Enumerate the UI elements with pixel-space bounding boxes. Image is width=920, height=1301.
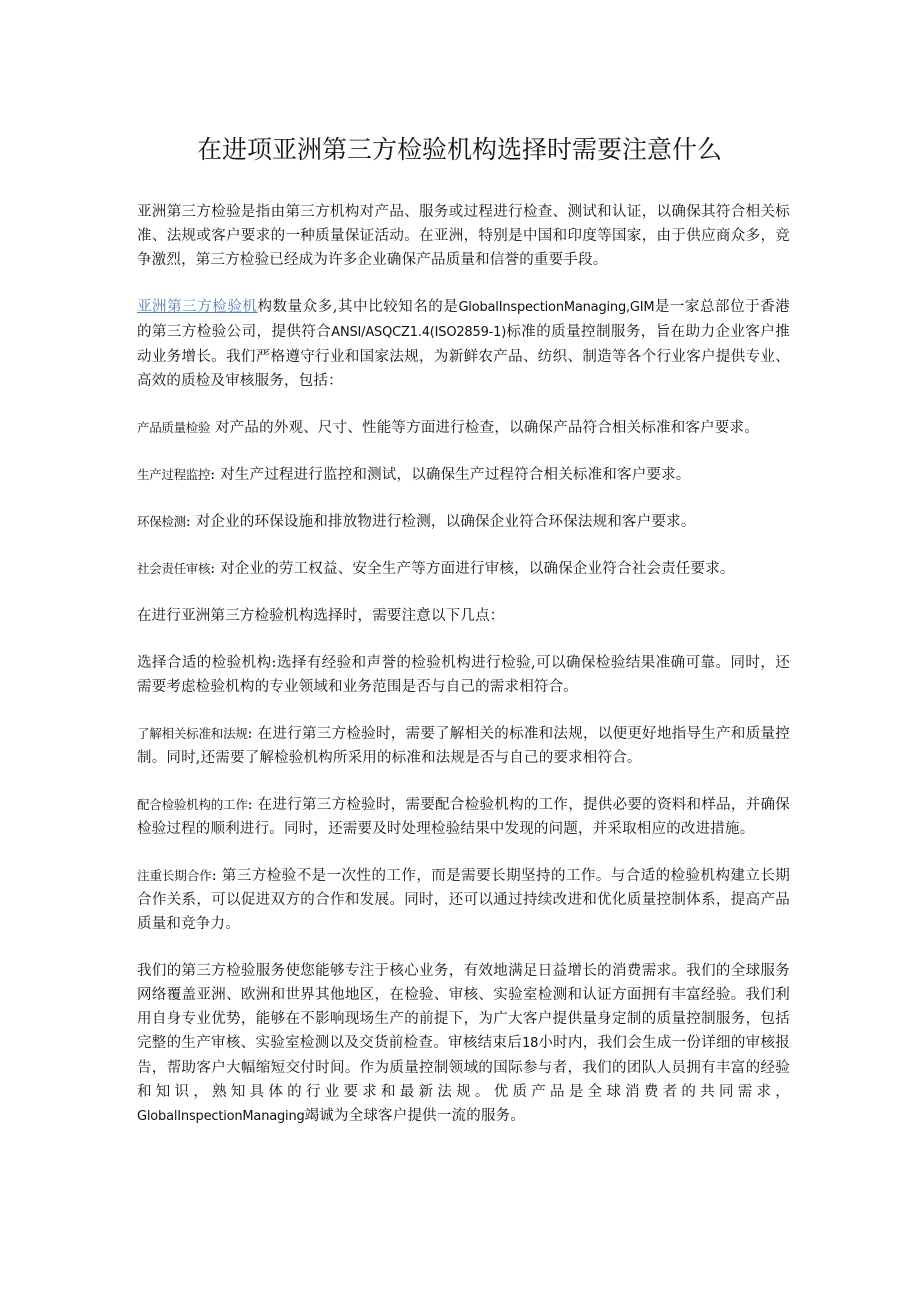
point-item: 注重长期合作: 第三方检验不是一次性的工作，而是需要长期坚持的工作。与合适的检验机构建立长期合作关系，可以促进双方的合作和发展。同时，还可以通过持续改进和优化质量控制体系，提高产品质量和竞争力。: [137, 868, 790, 932]
service-item: 生产过程监控: 对生产过程进行监控和测试，以确保生产过程符合相关标准和客户要求。: [137, 467, 691, 483]
gim-text-c: 标准的质量控制服务，旨在助力企业客户推动业务增长。我们严格遵守行业和国家法规，为新鲜农产品、纺织、制造等各个行业客户提供专业、高效的质检及审核服务，包括：: [137, 324, 790, 389]
service-text: 对企业的劳工权益、安全生产等方面进行审核，以确保企业符合社会责任要求。: [220, 561, 735, 577]
service-label: 产品质量检验: [137, 420, 211, 435]
point-label: 注重长期合作: [137, 868, 212, 883]
closing-company-name: GlobalInspectionManaging: [137, 1109, 305, 1124]
gim-text-a: 构数量众多,其中比较知名的是: [257, 299, 459, 315]
point-label: 了解相关标准和法规: [137, 726, 248, 741]
service-item: 社会责任审核: 对企业的劳工权益、安全生产等方面进行审核，以确保企业符合社会责任要求。: [137, 561, 735, 577]
service-label: 生产过程监控: [137, 467, 211, 482]
asia-inspection-link[interactable]: 亚洲第三方检验机: [137, 299, 258, 315]
gim-company-name: GlobalInspectionManaging,GIM: [458, 300, 655, 315]
service-text: 对生产过程进行监控和测试，以确保生产过程符合相关标准和客户要求。: [220, 467, 691, 483]
service-item: 环保检测: 对企业的环保设施和排放物进行检测，以确保企业符合环保法规和客户要求。: [137, 514, 696, 530]
point-select-agency: 选择合适的检验机构:选择有经验和声誉的检验机构进行检验,可以确保检验结果准确可靠。同时，还需要考虑检验机构的专业领域和业务范围是否与自己的需求相符合。: [137, 655, 790, 695]
page-title: 在进项亚洲第三方检验机构选择时需要注意什么: [196, 135, 722, 164]
gim-text-b: 是一家总部位于香港的第三方检验公司，提供符合: [137, 299, 790, 340]
service-item: [137, 416, 790, 440]
point-item: 了解相关标准和法规: 在进行第三方检验时，需要了解相关的标准和法规，以便更好地指导生产和质量控制。同时,还需要了解检验机构所采用的标准和法规是否与自己的要求相符合。: [137, 726, 790, 766]
point-text: 在进行第三方检验时，需要配合检验机构的工作，提供必要的资料和样品，并确保检验过程的顺利进行。同时，还需要及时处理检验结果中发现的问题，并采取相应的改进措施。: [137, 797, 790, 837]
point-label: 配合检验机构的工作: [137, 797, 248, 812]
service-label: 环保检测: [137, 514, 186, 529]
service-label: 社会责任审核: [137, 561, 211, 576]
point-text: 第三方检验不是一次性的工作，而是需要长期坚持的工作。与合适的检验机构建立长期合作关系，可以促进双方的合作和发展。同时，还可以通过持续改进和优化质量控制体系，提高产品质量和竞争力。: [137, 868, 790, 932]
report-hours: 18: [522, 1036, 539, 1051]
service-text: 对企业的环保设施和排放物进行检测，以确保企业符合环保法规和客户要求。: [195, 514, 696, 530]
document-page: [137, 130, 790, 1152]
gim-paragraph: [137, 295, 790, 393]
intro-paragraph: 亚洲第三方检验是指由第三方机构对产品、服务或过程进行检查、测试和认证，以确保其符合相关标准、法规或客户要求的一种质量保证活动。在亚洲，特别是中国和印度等国家，由于供应商众多，竞争激烈，第三方检验已经成为许多企业确保产品质量和信誉的重要手段。: [137, 204, 790, 268]
point-text: 在进行第三方检验时，需要了解相关的标准和法规，以便更好地指导生产和质量控制。同时,还需要了解检验机构所采用的标准和法规是否与自己的要求相符合。: [137, 726, 790, 766]
service-text: 对产品的外观、尺寸、性能等方面进行检查，以确保产品符合相关标准和客户要求。: [215, 420, 759, 436]
points-intro: 在进行亚洲第三方检验机构选择时，需要注意以下几点：: [137, 608, 505, 624]
gim-standard: ANSI/ASQCZ1.4(ISO2859-1): [331, 325, 507, 340]
point-item: 配合检验机构的工作: 在进行第三方检验时，需要配合检验机构的工作，提供必要的资料和样品，并确保检验过程的顺利进行。同时，还需要及时处理检验结果中发现的问题，并采取相应的改进措施。: [137, 797, 790, 837]
closing-paragraph: 我们的第三方检验服务使您能够专注于核心业务，有效地满足日益增长的消费需求。我们的全球服务网络覆盖亚洲、欧洲和世界其他地区，在检验、审核、实验室检测和认证方面拥有丰富经验。我们利用自身专业优势，能够在不影响现场生产的前提下，为广大客户提供量身定制的质量控制服务，包括完整的生产审核、实验室检测以及交货前检查。审核结束后18小时内，我们会生成一份详细的审核报告，帮助客户大幅缩短交付时间。作为质量控制领域的国际参与者，我们的团队人员拥有丰富的经验和知识，熟知具体的行业要求和最新法规。优质产品是全球消费者的共同需求，GlobalInspectionManaging竭诚为全球客户提供一流的服务。: [137, 963, 790, 1124]
